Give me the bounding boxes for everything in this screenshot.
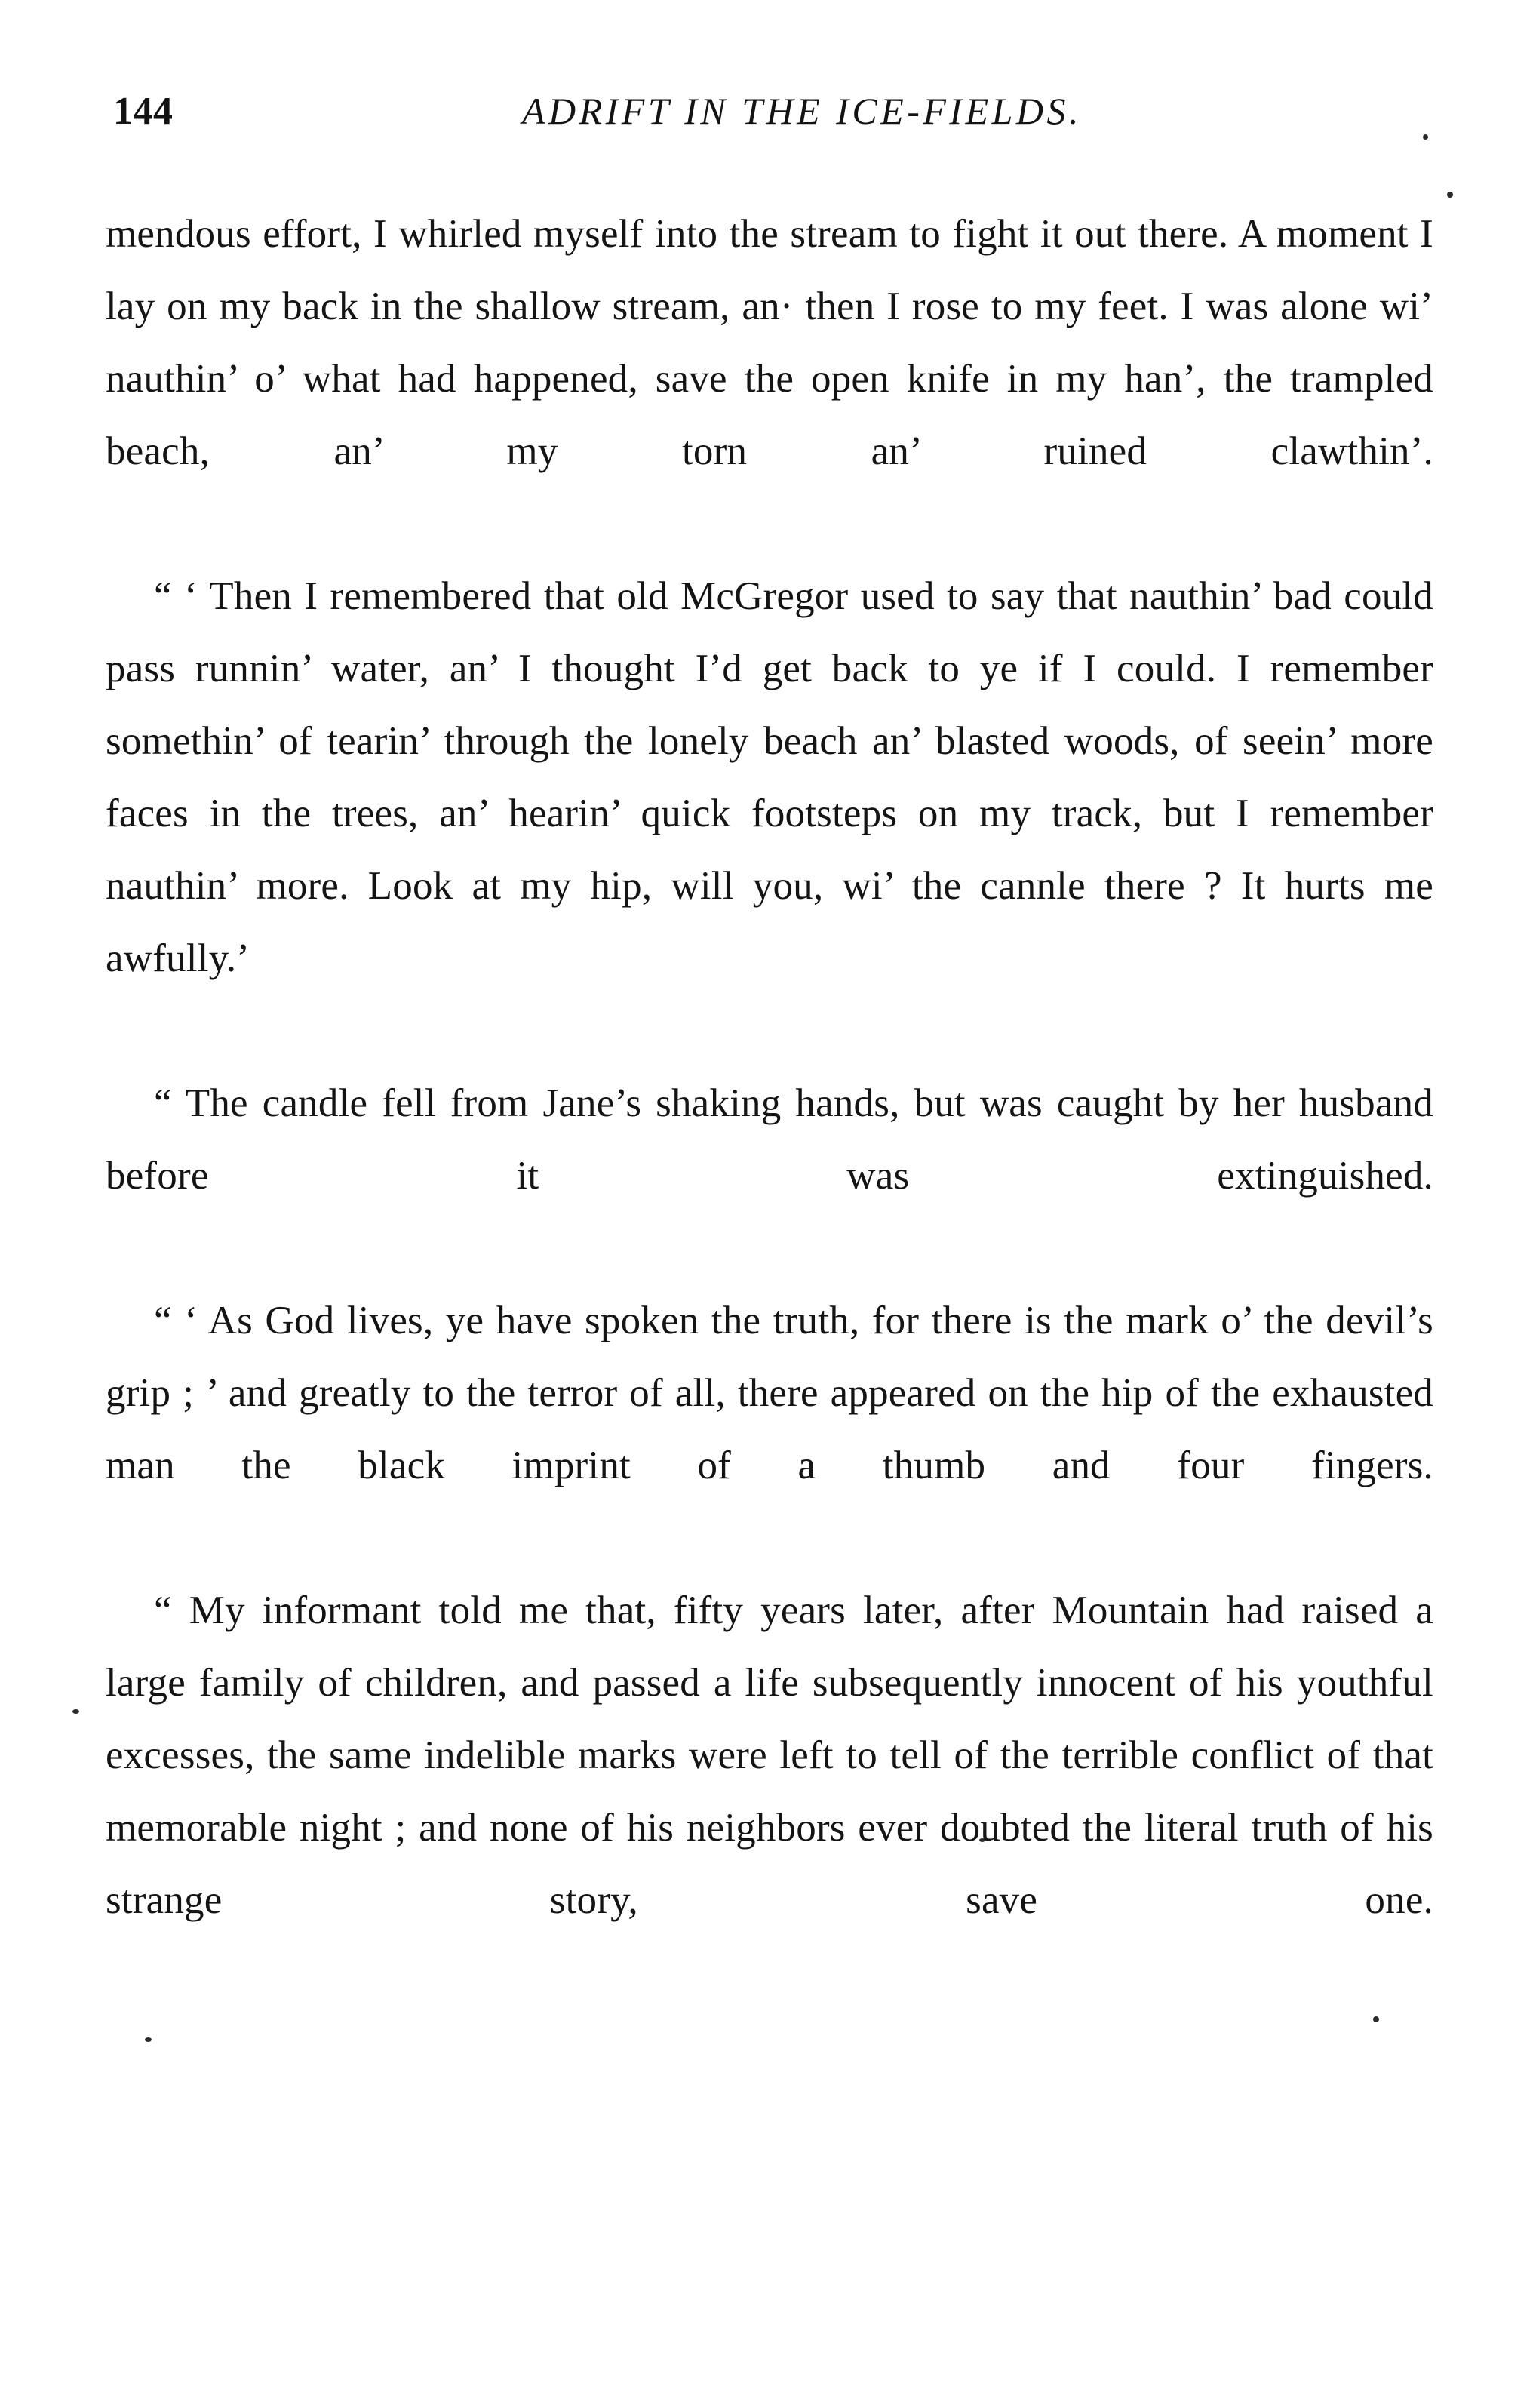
running-title: ADRIFT IN THE ICE-FIELDS. — [521, 90, 1083, 132]
paragraph: mendous effort, I whirled myself into the stream to fight it out there. A moment I lay on my back in the shallow stream, an· then I rose to my feet. I was alone wi’ nauthin’ o’ what had happened, save the open knife in my han’, the trampled beach, an’ my torn an’ ruined clawthin’. — [106, 212, 1433, 473]
page-header — [113, 89, 1423, 142]
paragraph: “ The candle fell from Jane’s shaking hands, but was caught by her husband before it was extinguished. — [106, 1081, 1433, 1198]
print-speck-icon — [1423, 134, 1428, 140]
paragraph: “ My informant told me that, fifty years later, after Mountain had raised a large family of children, and passed a life subsequently innocent of his youthful excesses, the same indelible marks were left to tell of the terrible conflict of that memorable night ; and none of his neighbors ever doubted the literal truth of his strange story, save one. — [106, 1588, 1433, 1922]
print-speck-icon — [72, 1709, 79, 1714]
paragraph: “ ‘ As God lives, ye have spoken the truth, for there is the mark o’ the devil’s grip ; ’ and greatly to the terror of all, there appeared on the hip of the exhausted man the black imprint of a thumb and four fingers. — [106, 1299, 1433, 1487]
paragraph: “ ‘ Then I remembered that old McGregor used to say that nauthin’ bad could pass runnin’ water, an’ I thought I’d get back to ye if I could. I remember somethin’ of tearin’ through the lonely beach an’ blasted woods, of seein’ more faces in the trees, an’ hearin’ quick footsteps on my track, but I remember nauthin’ more. Look at my hip, will you, wi’ the cannle there ? It hurts me awfully.’ — [106, 574, 1433, 980]
page-number: 144 — [113, 90, 174, 133]
print-speck-icon — [145, 2037, 152, 2042]
print-speck-icon — [1373, 2016, 1379, 2022]
print-speck-icon — [1447, 192, 1453, 198]
page-body — [106, 198, 1433, 2009]
